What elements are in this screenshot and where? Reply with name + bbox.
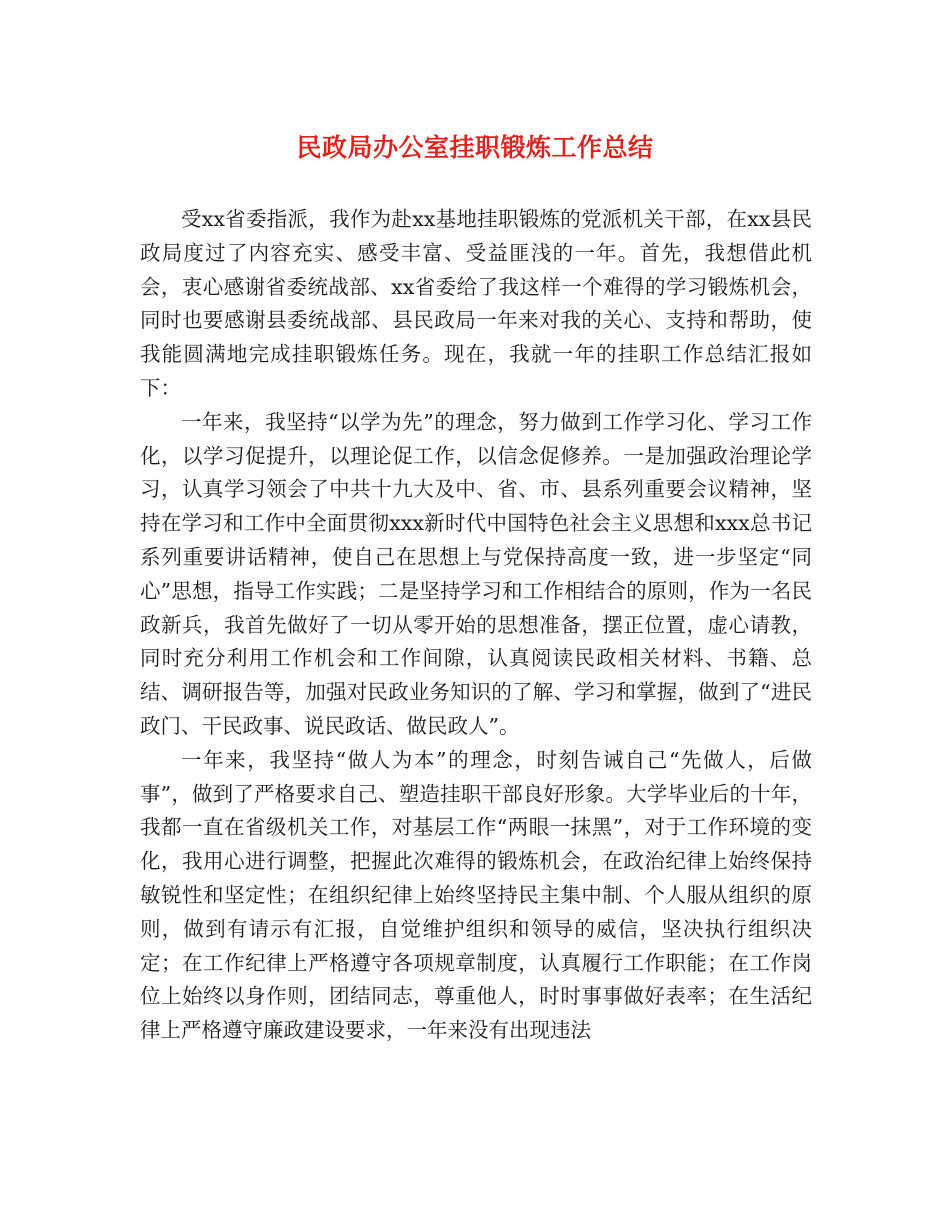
document-body: [140, 203, 812, 1048]
paragraph-people-first: 一年来，我坚持“做人为本”的理念，时刻告诫自己“先做人，后做事”，做到了严格要求自己、塑造挂职干部良好形象。大学毕业后的十年，我都一直在省级机关工作，对基层工作“两眼一抹黑”，对于工作环境的变化，我用心进行调整，把握此次难得的锻炼机会，在政治纪律上始终保持敏锐性和坚定性；在组织纪律上始终坚持民主集中制、个人服从组织的原则，做到有请示有汇报，自觉维护组织和领导的威信，坚决执行组织决定；在工作纪律上严格遵守各项规章制度，认真履行工作职能；在工作岗位上始终以身作则，团结同志，尊重他人，时时事事做好表率；在生活纪律上严格遵守廉政建设要求，一年来没有出现违法: [140, 747, 812, 1043]
document-title: 民政局办公室挂职锻炼工作总结: [296, 133, 654, 162]
paragraph-intro: 受xx省委指派，我作为赴xx基地挂职锻炼的党派机关干部，在xx县民政局度过了内容充实、感受丰富、受益匪浅的一年。首先，我想借此机会，衷心感谢省委统战部、xx省委给了我这样一个难得的学习锻炼机会，同时也要感谢县委统战部、县民政局一年来对我的关心、支持和帮助，使我能圆满地完成挂职锻炼任务。现在，我就一年的挂职工作总结汇报如下：: [140, 207, 812, 400]
paragraph-study-first: 一年来，我坚持“以学为先”的理念，努力做到工作学习化、学习工作化，以学习促提升，以理论促工作，以信念促修养。一是加强政治理论学习，认真学习领会了中共十九大及中、省、市、县系列重要会议精神，坚持在学习和工作中全面贯彻xxx新时代中国特色社会主义思想和xxx总书记系列重要讲话精神，使自己在思想上与党保持高度一致，进一步坚定“同心”思想，指导工作实践；二是坚持学习和工作相结合的原则，作为一名民政新兵，我首先做好了一切从零开始的思想准备，摆正位置，虚心请教，同时充分利用工作机会和工作间隙，认真阅读民政相关材料、书籍、总结、调研报告等，加强对民政业务知识的了解、学习和掌握，做到了“进民政门、干民政事、说民政话、做民政人”。: [140, 409, 812, 738]
